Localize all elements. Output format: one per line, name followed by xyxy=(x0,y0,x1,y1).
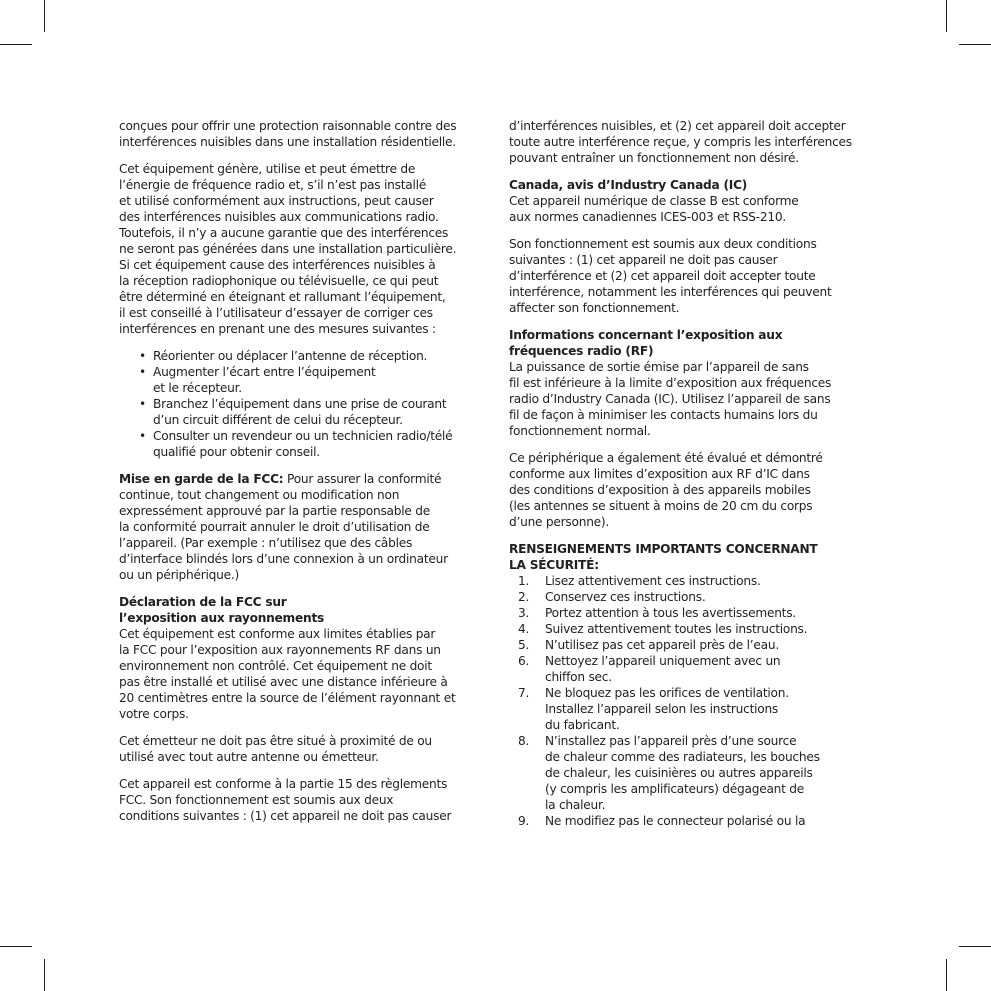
canada-paragraph: Canada, avis d’Industry Canada (IC) Cet appareil numérique de classe B est conforme aux normes canadiennes ICES-003 et RSS-210. xyxy=(509,177,873,225)
list-item: 5. N’utilisez pas cet appareil près de l’eau. xyxy=(518,638,779,652)
fcc-warning-paragraph: Mise en garde de la FCC: Pour assurer la conformité continue, tout changement ou modification non expressément approuvé par la partie responsable de la conformité pourrait annuler le droit d’utilisation de l’appareil. (Par exemple : n’utilisez que des câbles d’interface blindés lors d’une connexion à un ordinateur ou un périphérique.) xyxy=(119,472,448,582)
rf-exposure-paragraph: Informations concernant l’exposition aux fréquences radio (RF) La puissance de sortie émise par l’appareil de sans fil est inférieure à la limite d’exposition aux fréquences radio d’Industry Canada (IC). Utilisez l’appareil de sans fil de façon à minimiser les contacts humains lors du fonctionnement normal. xyxy=(509,327,873,439)
crop-mark xyxy=(946,959,947,991)
crop-mark xyxy=(44,0,45,32)
section-heading: Informations concernant l’exposition aux xyxy=(509,328,783,342)
list-item: 2. Conservez ces instructions. xyxy=(518,590,706,604)
numbered-list xyxy=(509,573,873,829)
paragraph: Son fonctionnement est soumis aux deux conditions suivantes : (1) cet appareil ne doit pas causer d’interférence et (2) cet appareil doit accepter toute interférence, notamment les interférences qui peuvent affecter son fonctionnement. xyxy=(509,237,832,315)
list-item: • Consulter un revendeur ou un technicien radio/télé qualifié pour obtenir conseil. xyxy=(139,429,453,459)
bullet-icon: • xyxy=(139,397,146,411)
list-item: 1. Lisez attentivement ces instructions. xyxy=(518,574,761,588)
crop-mark xyxy=(959,946,991,947)
section-heading: Canada, avis d’Industry Canada (IC) xyxy=(509,178,748,192)
paragraph: Cet équipement génère, utilise et peut émettre de l’énergie de fréquence radio et, s’il n’est pas installé et utilisé conformément aux instructions, peut causer des interférences nuisibles aux communications radio. Toutefois, il n’y a aucune garantie que des interférences ne seront pas générées dans une installation particulière. Si cet équipement cause des interférences nuisibles à la réception radiophonique ou télévisuelle, ce qui peut être déterminé en éteignant et rallumant l’équipement, il est conseillé à l’utilisateur d’essayer de corriger ces interférences en prenant une des mesures suivantes : xyxy=(119,162,457,336)
list-item: 4. Suivez attentivement toutes les instructions. xyxy=(518,622,808,636)
crop-mark xyxy=(44,959,45,991)
list-item: • Augmenter l’écart entre l’équipement et le récepteur. xyxy=(139,365,376,395)
section-heading: LA SÉCURITÉ: xyxy=(509,558,599,572)
paragraph: Ce périphérique a également été évalué et démontré conforme aux limites d’exposition aux RF d’IC dans des conditions d’exposition à des appareils mobiles (les antennes se situent à moins de 20 cm du corps d’une personne). xyxy=(509,451,823,529)
fcc-exposure-paragraph: Déclaration de la FCC sur l’exposition aux rayonnements Cet équipement est conforme aux limites établies par la FCC pour l’exposition aux rayonnements RF dans un environnement non contrôlé. Cet équipement ne doit pas être installé et utilisé avec une distance inférieure à 20 centimètres entre la source de l’élément rayonnant et votre corps. xyxy=(119,594,483,722)
list-item: 9. Ne modifiez pas le connecteur polarisé ou la xyxy=(518,814,806,828)
section-heading: Déclaration de la FCC sur xyxy=(119,595,287,609)
list-item: 6. Nettoyez l’appareil uniquement avec un chiffon sec. xyxy=(518,654,781,684)
bullet-icon: • xyxy=(139,429,146,443)
list-item: 7. Ne bloquez pas les orifices de ventilation. Installez l’appareil selon les instructions du fabricant. xyxy=(518,686,789,732)
crop-mark xyxy=(959,44,991,45)
list-item: 8. N’installez pas l’appareil près d’une source de chaleur comme des radiateurs, les bouches de chaleur, les cuisinières ou autres appareils (y compris les amplificateurs) dégageant de la chaleur. xyxy=(518,734,820,812)
crop-mark xyxy=(946,0,947,32)
paragraph: Cet émetteur ne doit pas être situé à proximité de ou utilisé avec tout autre antenne ou émetteur. xyxy=(119,734,432,764)
list-item: 3. Portez attention à tous les avertissements. xyxy=(518,606,796,620)
paragraph: conçues pour offrir une protection raisonnable contre des interférences nuisibles dans une installation résidentielle. xyxy=(119,119,457,149)
bullet-list xyxy=(119,348,483,460)
section-heading: l’exposition aux rayonnements xyxy=(119,611,325,625)
list-item: • Réorienter ou déplacer l’antenne de réception. xyxy=(139,349,428,363)
left-column xyxy=(119,118,483,835)
crop-mark xyxy=(0,44,32,45)
section-heading: fréquences radio (RF) xyxy=(509,344,654,358)
right-column xyxy=(509,118,873,829)
section-heading: RENSEIGNEMENTS IMPORTANTS CONCERNANT xyxy=(509,542,818,556)
fcc-warning-heading: Mise en garde de la FCC: xyxy=(119,472,284,486)
paragraph: d’interférences nuisibles, et (2) cet appareil doit accepter toute autre interférence reçue, y compris les interférences pouvant entraîner un fonctionnement non désiré. xyxy=(509,119,852,165)
safety-section xyxy=(509,541,873,829)
crop-mark xyxy=(0,946,32,947)
paragraph: Cet appareil est conforme à la partie 15 des règlements FCC. Son fonctionnement est soumis aux deux conditions suivantes : (1) cet appareil ne doit pas causer xyxy=(119,777,452,823)
list-item: • Branchez l’équipement dans une prise de courant d’un circuit différent de celui du récepteur. xyxy=(139,397,447,427)
bullet-icon: • xyxy=(139,365,146,379)
bullet-icon: • xyxy=(139,349,146,363)
